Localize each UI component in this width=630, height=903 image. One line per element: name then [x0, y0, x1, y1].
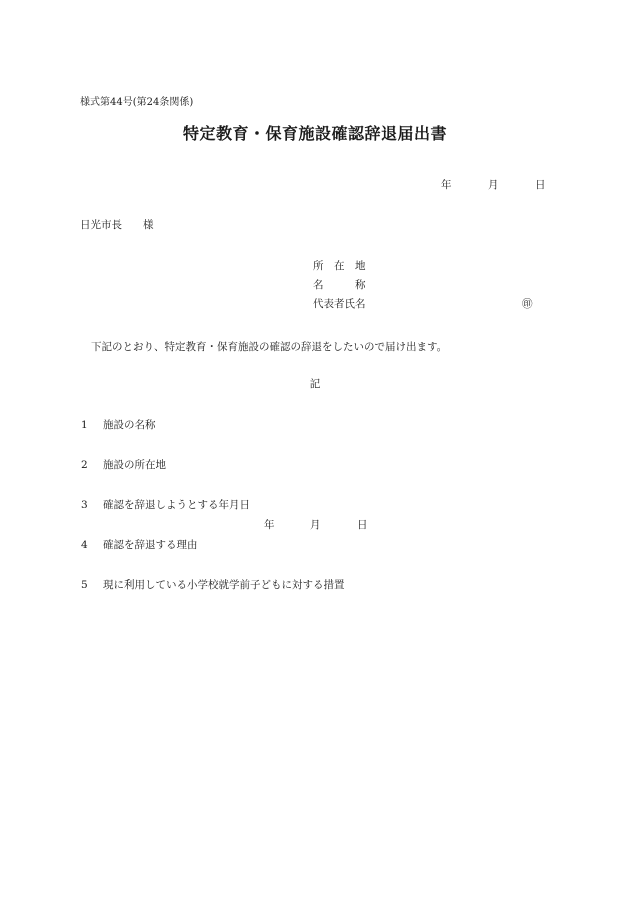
- intro-statement: 下記のとおり、特定教育・保育施設の確認の辞退をしたいので届け出ます。: [91, 341, 448, 353]
- applicant-representative-label: 代表者氏名: [313, 298, 366, 310]
- header-date-year: 年: [441, 179, 452, 191]
- item-number: 1: [81, 419, 88, 431]
- applicant-address-label: 所 在 地: [313, 260, 366, 272]
- list-item: [81, 498, 250, 512]
- item3-date-day: 日: [357, 519, 368, 531]
- addressee: 日光市長 様: [80, 219, 154, 231]
- item-number: 2: [81, 459, 88, 471]
- item-label: 確認を辞退する理由: [103, 539, 198, 551]
- item-label: 確認を辞退しようとする年月日: [103, 499, 250, 511]
- section-heading-ki: 記: [309, 378, 321, 390]
- header-date-day: 日: [535, 179, 546, 191]
- document-title: 特定教育・保育施設確認辞退届出書: [182, 124, 447, 143]
- item-number: 3: [81, 499, 88, 511]
- list-item: [81, 418, 156, 432]
- item3-date-month: 月: [310, 519, 321, 531]
- list-item: [81, 458, 166, 472]
- applicant-name-label: 名 称: [313, 279, 366, 291]
- header-date-month: 月: [488, 179, 499, 191]
- seal-mark: ㊞: [522, 298, 533, 310]
- item-label: 施設の所在地: [103, 459, 166, 471]
- list-item: [81, 578, 345, 592]
- list-item: [81, 538, 198, 552]
- item-label: 現に利用している小学校就学前子どもに対する措置: [103, 579, 345, 591]
- item3-date-year: 年: [264, 519, 275, 531]
- item-number: 5: [81, 579, 88, 591]
- item-label: 施設の名称: [103, 419, 156, 431]
- form-number: 様式第44号(第24条関係): [80, 97, 194, 108]
- item-number: 4: [81, 539, 88, 551]
